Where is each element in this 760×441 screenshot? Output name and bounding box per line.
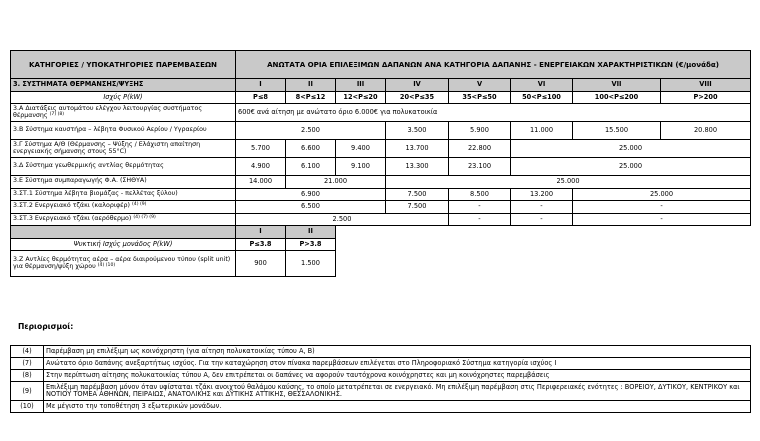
- table-row: [11, 104, 751, 122]
- category-header: III: [336, 79, 386, 92]
- power-range: 100<P≤200: [573, 91, 661, 104]
- row-label: 3.Γ Σύστημα Α/Θ (Θέρμανσης – Ψύξης / Ελάχιστη απαίτηση ενεργειακής σήμανσης στους 55°C): [11, 140, 236, 158]
- row-label: 3.Β Σύστημα καυστήρα – λέβητα Φυσικού Αερίου / Υγραερίου: [11, 122, 236, 140]
- cell-value: 22.800: [449, 140, 511, 158]
- table-row: [11, 188, 751, 201]
- restriction-row: [11, 382, 751, 401]
- cell-value: -: [449, 213, 511, 226]
- restrictions-title: Περιορισμοί:: [18, 322, 74, 331]
- row-label: 3.Δ Σύστημα γεωθερμικής αντλίας θερμότητας: [11, 158, 236, 176]
- restriction-text: Με μέγιστο την τοποθέτηση 3 εξωτερικών μονάδων.: [44, 401, 751, 413]
- cell-value: 25.000: [511, 158, 751, 176]
- power-label: Ισχύς P(kW): [11, 91, 236, 104]
- category-header: IV: [386, 79, 449, 92]
- cell-value: 14.000: [236, 176, 286, 189]
- power-range: 8<P≤12: [286, 91, 336, 104]
- section-title: 3. ΣΥΣΤΗΜΑΤΑ ΘΕΡΜΑΝΣΗΣ/ΨΥΞΗΣ: [11, 79, 236, 92]
- cell-value: -: [573, 201, 751, 214]
- restriction-number: (9): [11, 382, 44, 401]
- cell-value: 6.500: [236, 201, 386, 214]
- row-label: 3.Ζ Αντλίες θερμότητας αέρα – αέρα διαιρούμενου τύπου (split unit) για θέρμανση/ψύξη χώρου $^{(4) (10)}$: [11, 251, 236, 277]
- restrictions-table: [10, 345, 751, 413]
- cell-value: 4.900: [236, 158, 286, 176]
- cell-value: 25.000: [386, 176, 751, 189]
- category-header: V: [449, 79, 511, 92]
- power-range: P>3.8: [286, 238, 336, 251]
- category-header: I: [236, 226, 286, 239]
- cell-value: 6.900: [236, 188, 386, 201]
- empty-cell: [336, 238, 751, 251]
- empty-cell: [11, 226, 236, 239]
- z-category-row: [11, 226, 751, 239]
- cell-value: 8.500: [449, 188, 511, 201]
- restriction-row: [11, 370, 751, 382]
- power-range: P>200: [661, 91, 751, 104]
- cell-value: 7.500: [386, 201, 449, 214]
- table-row: [11, 176, 751, 189]
- cell-value: 6.600: [286, 140, 336, 158]
- cell-value: 25.000: [511, 140, 751, 158]
- restriction-text: Στην περίπτωση αίτησης πολυκατοικίας τύπου Α, δεν επιτρέπεται οι δαπάνες να αφορούν ταυτόχρονα κοινόχρηστες και μη κοινόχρηστες παρεμβάσεις: [44, 370, 751, 382]
- restriction-number: (10): [11, 401, 44, 413]
- category-header: II: [286, 226, 336, 239]
- cell-value: 7.500: [386, 188, 449, 201]
- cost-limits-table: [10, 50, 751, 277]
- power-range: 20<P≤35: [386, 91, 449, 104]
- row-label: 3.ΣΤ.1 Σύστημα λέβητα βιομάζας - πελλέτας ξύλου): [11, 188, 236, 201]
- cell-value: 1.500: [286, 251, 336, 277]
- table-row: [11, 213, 751, 226]
- row-label: 3.ΣΤ.2 Ενεργειακό τζάκι (καλοριφέρ) $^{(4) (9)}$: [11, 201, 236, 214]
- table-row: [11, 251, 751, 277]
- cell-value: -: [573, 213, 751, 226]
- cell-value: 11.000: [511, 122, 573, 140]
- cell-value: 600€ ανά αίτηση με ανώτατο όριο 6.000€ για πολυκατοικία: [236, 104, 751, 122]
- cell-value: 23.100: [449, 158, 511, 176]
- cell-value: 9.400: [336, 140, 386, 158]
- section-row: [11, 79, 751, 92]
- z-power-row: [11, 238, 751, 251]
- row-label: 3.Ε Σύστημα συμπαραγωγής Φ.Α. (ΣΗΘΥΑ): [11, 176, 236, 189]
- cooling-power-label: Ψυκτική Ισχύς μονάδος P(kW): [11, 238, 236, 251]
- restriction-text: Επιλέξιμη παρέμβαση μόνον όταν υφίσταται τζάκι ανοιχτού θαλάμου καύσης, το οποίο μετατρέπεται σε ενεργειακό. Μη επιλέξιμη παρέμβαση στις Περιφερειακές ενότητες : ΒΟΡΕΙΟΥ, ΔΥΤΙΚΟΥ, ΚΕΝΤΡΙΚΟΥ και ΝΟΤΙΟΥ ΤΟΜΕΑ ΑΘΗΝΩΝ, ΠΕΙΡΑΙΩΣ, ΑΝΑΤΟΛΙΚΗΣ και ΔΥΤΙΚΗΣ ΑΤΤΙΚΗΣ, ΘΕΣΣΑΛΟΝΙΚΗΣ.: [44, 382, 751, 401]
- cell-value: -: [511, 213, 573, 226]
- power-range: 50<P≤100: [511, 91, 573, 104]
- restriction-row: [11, 401, 751, 413]
- header-cost-limits: ΑΝΩΤΑΤΑ ΟΡΙΑ ΕΠΙΛΕΞΙΜΩΝ ΔΑΠΑΝΩΝ ΑΝΑ ΚΑΤΗΓΟΡΙΑ ΔΑΠΑΝΗΣ - ΕΝΕΡΓΕΙΑΚΩΝ ΧΑΡΑΚΤΗΡΙΣΤΙΚΩΝ (€/μονάδα): [236, 51, 751, 79]
- category-header: VI: [511, 79, 573, 92]
- power-range: P≤3.8: [236, 238, 286, 251]
- power-range: 35<P≤50: [449, 91, 511, 104]
- restriction-number: (4): [11, 346, 44, 358]
- cell-value: 5.900: [449, 122, 511, 140]
- table-header-row: [11, 51, 751, 79]
- cell-value: 20.800: [661, 122, 751, 140]
- cell-value: 13.300: [386, 158, 449, 176]
- category-header: VIII: [661, 79, 751, 92]
- restriction-number: (8): [11, 370, 44, 382]
- cell-value: -: [511, 201, 573, 214]
- category-header: VII: [573, 79, 661, 92]
- cell-value: 13.700: [386, 140, 449, 158]
- cell-value: 13.200: [511, 188, 573, 201]
- cell-value: 6.100: [286, 158, 336, 176]
- cell-value: -: [449, 201, 511, 214]
- restriction-text: Ανώτατο όριο δαπάνης ανεξαρτήτως ισχύος. Για την καταχώρηση στον πίνακα παρεμβάσεων επιλέγεται στο Πληροφοριακό Σύστημα κατηγορία ισχύος Ι: [44, 358, 751, 370]
- restriction-text: Παρέμβαση μη επιλέξιμη ως κοινόχρηστη (για αίτηση πολυκατοικίας τύπου Α, Β): [44, 346, 751, 358]
- table-row: [11, 140, 751, 158]
- empty-cell: [336, 226, 751, 239]
- table-row: [11, 201, 751, 214]
- restriction-row: [11, 358, 751, 370]
- restriction-number: (7): [11, 358, 44, 370]
- row-label: 3.Α Διατάξεις αυτομάτου ελέγχου λειτουργίας συστήματος θέρμανσης $^{(7) (8)}$: [11, 104, 236, 122]
- category-header: I: [236, 79, 286, 92]
- power-row: [11, 91, 751, 104]
- cell-value: 3.500: [386, 122, 449, 140]
- cell-value: 2.500: [236, 213, 449, 226]
- cell-value: 21.000: [286, 176, 386, 189]
- cell-value: 2.500: [236, 122, 386, 140]
- header-categories: ΚΑΤΗΓΟΡΙΕΣ / ΥΠΟΚΑΤΗΓΟΡΙΕΣ ΠΑΡΕΜΒΑΣΕΩΝ: [11, 51, 236, 79]
- cell-value: 25.000: [573, 188, 751, 201]
- power-range: 12<P≤20: [336, 91, 386, 104]
- row-label: 3.ΣΤ.3 Ενεργειακό τζάκι (αερόθερμο) $^{(4) (7) (9)}$: [11, 213, 236, 226]
- power-range: P≤8: [236, 91, 286, 104]
- cell-value: 9.100: [336, 158, 386, 176]
- cell-value: 5.700: [236, 140, 286, 158]
- table-row: [11, 122, 751, 140]
- empty-cell: [336, 251, 751, 277]
- cell-value: 15.500: [573, 122, 661, 140]
- cell-value: 900: [236, 251, 286, 277]
- restriction-row: [11, 346, 751, 358]
- table-row: [11, 158, 751, 176]
- category-header: II: [286, 79, 336, 92]
